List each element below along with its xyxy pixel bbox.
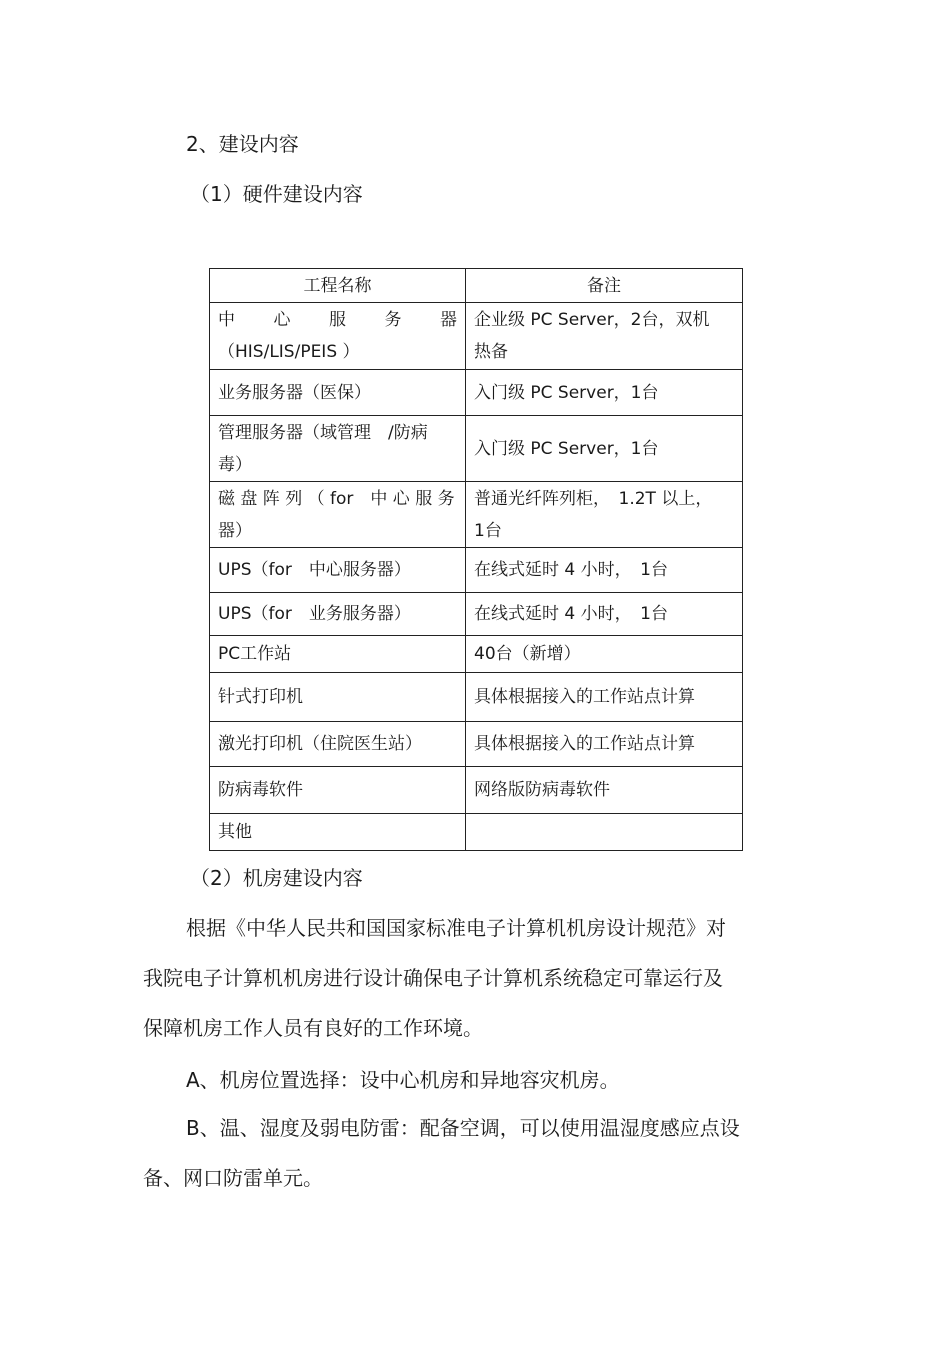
row-note-cell: 入门级 PC Server，1台 (466, 370, 743, 416)
row-name-cell: 激光打印机（住院医生站） (210, 722, 466, 767)
section-title: 2、建设内容 (186, 132, 299, 156)
row-name-char: 中 (218, 310, 235, 330)
paragraph-line: A、机房位置选择：设中心机房和异地容灾机房。 (186, 1068, 620, 1092)
row-name-cell: 业务服务器（医保） (210, 370, 466, 416)
row-name-cell (210, 416, 466, 482)
row-name-char: 务 (384, 310, 402, 330)
row-name-cell: 针式打印机 (210, 673, 466, 722)
row-name-cell: UPS（for 业务服务器） (210, 593, 466, 636)
paragraph-line: B、温、湿度及弱电防雷：配备空调，可以使用温湿度感应点设 (186, 1116, 740, 1140)
row-name-cell: UPS（for 中心服务器） (210, 548, 466, 593)
table-row (210, 636, 743, 673)
row-name-line1: 磁 盘 阵 列 （ for 中 心 服 务 (218, 488, 455, 509)
row-name-cell: 其他 (210, 814, 466, 851)
hardware-subsection-title: （1）硬件建设内容 (190, 182, 363, 206)
hardware-table (209, 268, 743, 851)
row-name-cell (210, 482, 466, 548)
table-row (210, 303, 743, 370)
row-name-char: 器 (440, 310, 457, 330)
row-name-cell (210, 303, 466, 370)
row-note-cell: 具体根据接入的工作站点计算 (466, 722, 743, 767)
paragraph-line: 备、网口防雷单元。 (143, 1166, 323, 1190)
row-note-line2: 1台 (474, 520, 502, 541)
row-note-line2: 热备 (474, 342, 508, 362)
paragraph-line: 我院电子计算机机房进行设计确保电子计算机系统稳定可靠运行及 (143, 966, 723, 990)
row-name-cell: 防病毒软件 (210, 767, 466, 814)
row-note-cell (466, 303, 743, 370)
row-name-line2: 器） (218, 520, 252, 541)
table-header-row (210, 269, 743, 303)
row-note-cell: 具体根据接入的工作站点计算 (466, 673, 743, 722)
row-note-line1: 普通光纤阵列柜， 1.2T 以上， (474, 488, 713, 509)
row-note-cell: 在线式延时 4 小时， 1台 (466, 548, 743, 593)
row-note-cell (466, 482, 743, 548)
table-row (210, 370, 743, 416)
row-note-cell: 在线式延时 4 小时， 1台 (466, 593, 743, 636)
table-row (210, 416, 743, 482)
table-row (210, 482, 743, 548)
row-note-cell: 40台（新增） (466, 636, 743, 673)
row-name-line2: （HIS/LIS/PEIS ） (218, 342, 360, 362)
row-name-char: 服 (329, 310, 346, 330)
row-name-char: 心 (273, 310, 291, 330)
header-project-name: 工程名称 (210, 269, 466, 303)
row-name-cell: PC工作站 (210, 636, 466, 673)
row-name-line1: 管理服务器（域管理 /防病 (218, 422, 428, 443)
row-note-line1: 企业级 PC Server，2台，双机 (474, 310, 710, 330)
row-name-spread (218, 304, 457, 336)
row-note-cell (466, 814, 743, 851)
table-row (210, 767, 743, 814)
table-row (210, 814, 743, 851)
paragraph-line: 根据《中华人民共和国国家标准电子计算机机房设计规范》对 (186, 916, 726, 940)
header-remarks: 备注 (466, 269, 743, 303)
table-row (210, 593, 743, 636)
row-note-cell: 网络版防病毒软件 (466, 767, 743, 814)
paragraph-line: 保障机房工作人员有良好的工作环境。 (143, 1016, 483, 1040)
table-row (210, 548, 743, 593)
table-row (210, 673, 743, 722)
row-note-cell: 入门级 PC Server，1台 (466, 416, 743, 482)
machine-room-subsection-title: （2）机房建设内容 (190, 866, 363, 890)
row-name-line2: 毒） (218, 454, 252, 475)
table-row (210, 722, 743, 767)
